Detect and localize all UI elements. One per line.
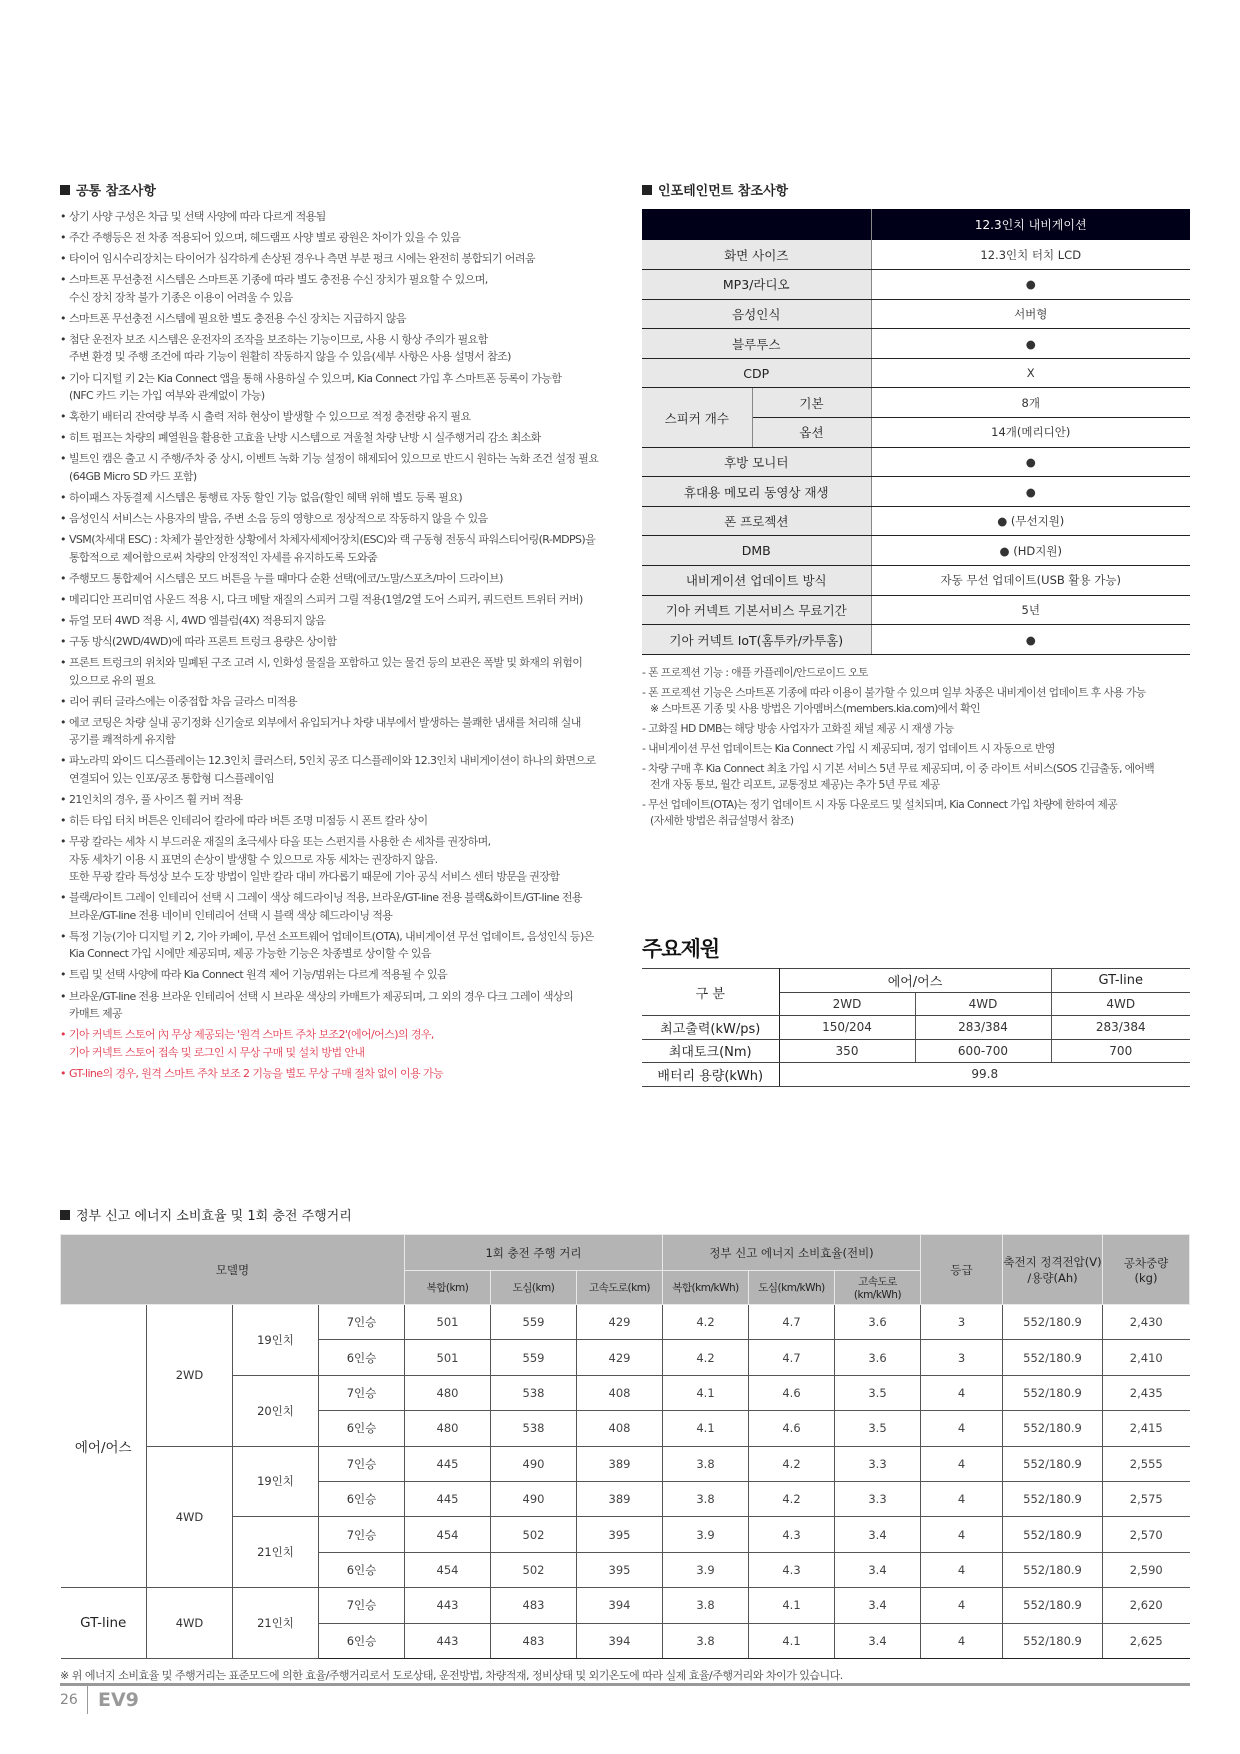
infotainment-value: X	[871, 358, 1190, 388]
efficiency-table	[60, 1234, 1190, 1659]
eff-seats: 6인승	[319, 1552, 405, 1587]
infotainment-label: 블루투스	[642, 329, 871, 359]
infotainment-note: - 차량 구매 후 Kia Connect 최초 가입 시 기본 서비스 5년 무료 제공되며, 이 중 라이트 서비스(SOS 긴급출동, 에어백	[642, 761, 1155, 775]
eff-cell: 501	[405, 1340, 491, 1375]
eff-subheader: 고속도로(km)	[577, 1271, 663, 1305]
eff-cell: 4.1	[749, 1588, 835, 1623]
eff-cell: 4.2	[749, 1446, 835, 1481]
infotainment-row	[642, 270, 1190, 300]
eff-cell: 3.3	[835, 1481, 921, 1516]
speaker-count-label: 스피커 개수	[642, 388, 752, 447]
infotainment-note: - 폰 프로젝션 기능은 스마트폰 기종에 따라 이용이 불가할 수 있으며 일부 차종은 내비게이션 업데이트 후 사용 가능	[642, 685, 1146, 699]
eff-wheel: 19인치	[233, 1446, 319, 1517]
eff-cell: 3	[921, 1305, 1003, 1340]
infotainment-label: 화면 사이즈	[642, 240, 871, 270]
eff-cell: 443	[405, 1588, 491, 1623]
eff-cell: 552/180.9	[1003, 1375, 1103, 1410]
eff-cell: 408	[577, 1411, 663, 1446]
eff-cell: 2,410	[1103, 1340, 1190, 1375]
spec-row	[642, 1063, 1190, 1087]
common-note-item: • 파노라믹 와이드 디스플레이는 12.3인치 클러스터, 5인치 공조 디스플레이와 12.3인치 내비게이션이 하나의 화면으로 연결되어 있는 인포/공조 통합형 디스플레이임	[60, 752, 620, 787]
common-note-item: • 주간 주행등은 전 차종 적용되어 있으며, 헤드램프 사양 별로 광원은 차이가 있을 수 있음	[60, 229, 620, 247]
eff-cell: 443	[405, 1623, 491, 1658]
infotainment-note: - 고화질 HD DMB는 해당 방송 사업자가 고화질 채널 제공 시 재생 가능	[642, 721, 954, 735]
eff-seats: 7인승	[319, 1517, 405, 1552]
spec-cell: 283/384	[1051, 1016, 1190, 1040]
eff-header-weight: 공차중량 (kg)	[1103, 1235, 1190, 1305]
eff-cell: 4.6	[749, 1411, 835, 1446]
infotainment-section	[642, 180, 1190, 831]
spec-row-label: 최고출력(kW/ps)	[642, 1016, 779, 1040]
eff-wheel: 20인치	[233, 1375, 319, 1446]
spec-col-4wd: 4WD	[915, 992, 1051, 1016]
speaker-basic-label: 기본	[752, 388, 871, 418]
infotainment-value: 5년	[871, 595, 1190, 625]
infotainment-value: 서버형	[871, 299, 1190, 329]
common-notes-section	[60, 180, 620, 1086]
eff-subheader: 도심(km/kWh)	[749, 1271, 835, 1305]
brand-name: EV9	[98, 1689, 139, 1711]
eff-cell: 552/180.9	[1003, 1446, 1103, 1481]
page-number: 26	[60, 1692, 78, 1708]
eff-cell: 4.3	[749, 1552, 835, 1587]
eff-cell: 2,435	[1103, 1375, 1190, 1410]
common-note-item: • 메리디안 프리미엄 사운드 적용 시, 다크 메탈 재질의 스피커 그릴 적용(1열/2열 도어 스피커, 쿼드런트 트위터 커버)	[60, 591, 620, 609]
eff-cell: 2,620	[1103, 1588, 1190, 1623]
footer-divider	[87, 1686, 88, 1714]
eff-cell: 2,590	[1103, 1552, 1190, 1587]
infotainment-value: ●	[871, 270, 1190, 300]
eff-subheader: 복합(km/kWh)	[663, 1271, 749, 1305]
eff-cell: 4	[921, 1623, 1003, 1658]
infotainment-label: CDP	[642, 358, 871, 388]
common-note-item: • 상기 사양 구성은 차급 및 선택 사양에 따라 다르게 적용됨	[60, 208, 620, 226]
spec-col-2wd: 2WD	[779, 992, 915, 1016]
speaker-basic-value: 8개	[871, 388, 1190, 418]
eff-subheader: 복합(km)	[405, 1271, 491, 1305]
eff-cell: 3.5	[835, 1411, 921, 1446]
eff-cell: 552/180.9	[1003, 1481, 1103, 1516]
eff-cell: 480	[405, 1411, 491, 1446]
infotainment-note: (자세한 방법은 취급설명서 참조)	[650, 813, 794, 827]
infotainment-header-blank	[642, 209, 871, 240]
eff-cell: 2,570	[1103, 1517, 1190, 1552]
common-note-item: • 주행모드 통합제어 시스템은 모드 버튼을 누를 때마다 순환 선택(에코/노말/스포츠/마이 드라이브)	[60, 570, 620, 588]
eff-header-model: 모델명	[61, 1235, 405, 1305]
spec-category-label: 구 분	[642, 969, 779, 1016]
page-footer	[60, 1683, 1190, 1711]
infotainment-value: ● (무선지원)	[871, 506, 1190, 536]
eff-cell: 483	[491, 1588, 577, 1623]
infotainment-label: 휴대용 메모리 동영상 재생	[642, 477, 871, 507]
spec-row-label: 최대토크(Nm)	[642, 1039, 779, 1063]
infotainment-value: 12.3인치 터치 LCD	[871, 240, 1190, 270]
eff-cell: 4	[921, 1446, 1003, 1481]
infotainment-row	[642, 506, 1190, 536]
common-note-item: • 타이어 임시수리장치는 타이어가 심각하게 손상된 경우나 측면 부분 펑크 시에는 완전히 봉합되기 어려움	[60, 250, 620, 268]
eff-cell: 4.2	[663, 1305, 749, 1340]
infotainment-value: ●	[871, 477, 1190, 507]
infotainment-title: 인포테인먼트 참조사항	[642, 180, 1190, 199]
common-note-item: • VSM(차세대 ESC) : 차체가 불안정한 상황에서 차체자세제어장치(ESC)와 랙 구동형 전동식 파워스티어링(R-MDPS)을 통합적으로 제어함으로써 차량의 안정적인 자세를 유지하도록 도와줌	[60, 531, 620, 566]
eff-drive: 4WD	[147, 1588, 233, 1659]
eff-seats: 6인승	[319, 1411, 405, 1446]
spec-group-air-earth: 에어/어스	[779, 969, 1051, 993]
common-note-item: • 히트 펌프는 차량의 폐열원을 활용한 고효율 난방 시스템으로 겨울철 차량 난방 시 실주행거리 감소 최소화	[60, 429, 620, 447]
common-note-item: • 듀얼 모터 4WD 적용 시, 4WD 엠블럼(4X) 적용되지 않음	[60, 612, 620, 630]
square-bullet-icon	[60, 1210, 70, 1220]
spec-group-gtline: GT-line	[1051, 969, 1190, 993]
eff-cell: 502	[491, 1552, 577, 1587]
eff-wheel: 21인치	[233, 1588, 319, 1659]
spec-col-gt-4wd: 4WD	[1051, 992, 1190, 1016]
eff-cell: 501	[405, 1305, 491, 1340]
efficiency-row	[61, 1305, 1190, 1340]
common-note-item: • 특정 기능(기아 디지털 키 2, 기아 카페이, 무선 소프트웨어 업데이트(OTA), 내비게이션 무선 업데이트, 음성인식 등)은 Kia Connect 가입 시에만 제공되며, 제공 가능한 기능은 차종별로 상이할 수 있음	[60, 928, 620, 963]
common-note-item: • 히든 타입 터치 버튼은 인테리어 칼라에 따라 버튼 조명 미점등 시 폰트 칼라 상이	[60, 812, 620, 830]
common-note-item: • 스마트폰 무선충전 시스템에 필요한 별도 충전용 수신 장치는 지급하지 않음	[60, 310, 620, 328]
main-spec-section	[642, 933, 1190, 1087]
common-note-item: • 프론트 트렁크의 위치와 밀폐된 구조 고려 시, 인화성 물질을 포함하고 있는 물건 등의 보관은 폭발 및 화재의 위험이 있으므로 유의 필요	[60, 654, 620, 689]
eff-header-battery: 축전지 정격전압(V) /용량(Ah)	[1003, 1235, 1103, 1305]
eff-cell: 3.9	[663, 1517, 749, 1552]
spec-cell: 150/204	[779, 1016, 915, 1040]
infotainment-note: - 내비게이션 무선 업데이트는 Kia Connect 가입 시 제공되며, 정기 업데이트 시 자동으로 반영	[642, 741, 1055, 755]
infotainment-label: MP3/라디오	[642, 270, 871, 300]
efficiency-title: 정부 신고 에너지 소비효율 및 1회 충전 주행거리	[60, 1205, 1190, 1224]
eff-cell: 4	[921, 1517, 1003, 1552]
eff-cell: 4	[921, 1552, 1003, 1587]
eff-cell: 408	[577, 1375, 663, 1410]
eff-cell: 559	[491, 1305, 577, 1340]
eff-cell: 552/180.9	[1003, 1552, 1103, 1587]
infotainment-value: ●	[871, 447, 1190, 477]
infotainment-label: 폰 프로젝션	[642, 506, 871, 536]
common-note-item: • 리어 쿼터 글라스에는 이중접합 차음 글라스 미적용	[60, 693, 620, 711]
eff-cell: 3.8	[663, 1623, 749, 1658]
eff-cell: 454	[405, 1517, 491, 1552]
infotainment-header-nav: 12.3인치 내비게이션	[871, 209, 1190, 240]
eff-cell: 4	[921, 1588, 1003, 1623]
eff-cell: 4.1	[663, 1375, 749, 1410]
common-notes-list	[60, 208, 620, 1082]
eff-cell: 2,575	[1103, 1481, 1190, 1516]
eff-cell: 490	[491, 1446, 577, 1481]
eff-cell: 4.2	[663, 1340, 749, 1375]
spec-row-label: 배터리 용량(kWh)	[642, 1063, 779, 1087]
eff-cell: 3.9	[663, 1552, 749, 1587]
infotainment-note: - 무선 업데이트(OTA)는 정기 업데이트 시 자동 다운로드 및 설치되며, Kia Connect 가입 차량에 한하여 제공	[642, 797, 1118, 811]
infotainment-table	[642, 209, 1190, 655]
eff-drive: 4WD	[147, 1446, 233, 1588]
eff-cell: 3.8	[663, 1588, 749, 1623]
eff-cell: 3.5	[835, 1375, 921, 1410]
common-note-item: • 무광 칼라는 세차 시 부드러운 재질의 초극세사 타올 또는 스펀지를 사용한 손 세차를 권장하며, 자동 세차기 이용 시 표면의 손상이 발생할 수 있으므로 자동 세차는 권장하지 않음. 또한 무광 칼라 특성상 보수 도장 방법이 일반 칼라 대비 까다롭기 때문에 기아 공식 서비스 센터 방문을 권장함	[60, 833, 620, 886]
infotainment-notes	[642, 663, 1190, 829]
eff-cell: 3.4	[835, 1588, 921, 1623]
common-note-item: • 기아 커넥트 스토어 內 무상 제공되는 '원격 스마트 주차 보조2'(에어/어스)의 경우, 기아 커넥트 스토어 접속 및 로그인 시 무상 구매 및 설치 방법 안내	[60, 1026, 620, 1061]
eff-cell: 538	[491, 1411, 577, 1446]
eff-cell: 395	[577, 1517, 663, 1552]
eff-cell: 389	[577, 1446, 663, 1481]
eff-cell: 502	[491, 1517, 577, 1552]
infotainment-label: DMB	[642, 536, 871, 566]
infotainment-value: ●	[871, 625, 1190, 655]
eff-header-grade: 등급	[921, 1235, 1003, 1305]
efficiency-row	[61, 1588, 1190, 1623]
eff-cell: 3.4	[835, 1623, 921, 1658]
eff-cell: 4.7	[749, 1305, 835, 1340]
eff-cell: 3.8	[663, 1446, 749, 1481]
eff-subheader: 도심(km)	[491, 1271, 577, 1305]
spec-cell: 99.8	[779, 1063, 1190, 1087]
spec-cell: 350	[779, 1039, 915, 1063]
infotainment-value: 자동 무선 업데이트(USB 활용 가능)	[871, 566, 1190, 596]
infotainment-note: ※ 스마트폰 기종 및 사용 방법은 기아멤버스(members.kia.com)에서 확인	[650, 701, 980, 715]
eff-cell: 394	[577, 1623, 663, 1658]
eff-cell: 3.3	[835, 1446, 921, 1481]
eff-cell: 559	[491, 1340, 577, 1375]
spec-row	[642, 1039, 1190, 1063]
common-notes-title: 공통 참조사항	[60, 180, 620, 199]
common-note-item: • 21인치의 경우, 풀 사이즈 휠 커버 적용	[60, 791, 620, 809]
eff-seats: 7인승	[319, 1446, 405, 1481]
common-note-item: • GT-line의 경우, 원격 스마트 주차 보조 2 기능을 별도 무상 구매 절차 없이 이용 가능	[60, 1065, 620, 1083]
common-note-item: • 하이패스 자동결제 시스템은 통행료 자동 할인 기능 없음(할인 혜택 위해 별도 등록 필요)	[60, 489, 620, 507]
infotainment-note: 전개 자동 통보, 월간 리포트, 교통정보 제공)는 추가 5년 무료 제공	[650, 777, 940, 791]
infotainment-row	[642, 240, 1190, 270]
eff-cell: 394	[577, 1588, 663, 1623]
eff-cell: 2,625	[1103, 1623, 1190, 1658]
eff-header-efficiency: 정부 신고 에너지 소비효율(전비)	[663, 1235, 921, 1271]
eff-cell: 480	[405, 1375, 491, 1410]
efficiency-section	[60, 1205, 1190, 1683]
common-note-item: • 기아 디지털 키 2는 Kia Connect 앱을 통해 사용하실 수 있으며, Kia Connect 가입 후 스마트폰 등록이 가능함 (NFC 카드 키는 가입 여부와 관계없이 가능)	[60, 370, 620, 405]
eff-seats: 6인승	[319, 1481, 405, 1516]
eff-cell: 2,430	[1103, 1305, 1190, 1340]
eff-cell: 389	[577, 1481, 663, 1516]
eff-drive: 2WD	[147, 1305, 233, 1447]
eff-cell: 4.1	[663, 1411, 749, 1446]
eff-header-range: 1회 충전 주행 거리	[405, 1235, 663, 1271]
eff-cell: 2,555	[1103, 1446, 1190, 1481]
square-bullet-icon	[60, 185, 70, 195]
eff-cell: 552/180.9	[1003, 1588, 1103, 1623]
eff-cell: 3.6	[835, 1340, 921, 1375]
spec-cell: 600-700	[915, 1039, 1051, 1063]
common-note-item: • 빌트인 캠은 출고 시 주행/주차 중 상시, 이벤트 녹화 기능 설정이 해제되어 있으므로 반드시 원하는 녹화 조건 설정 필요 (64GB Micro SD 카드 포함)	[60, 450, 620, 485]
eff-cell: 552/180.9	[1003, 1623, 1103, 1658]
spec-cell: 283/384	[915, 1016, 1051, 1040]
infotainment-value: ● (HD지원)	[871, 536, 1190, 566]
eff-seats: 7인승	[319, 1588, 405, 1623]
common-note-item: • 스마트폰 무선충전 시스템은 스마트폰 기종에 따라 별도 충전용 수신 장치가 필요할 수 있으며, 수신 장치 장착 불가 기종은 이용이 어려울 수 있음	[60, 271, 620, 306]
infotainment-label: 기아 커넥트 IoT(홈투카/카투홈)	[642, 625, 871, 655]
eff-model-group: 에어/어스	[61, 1305, 147, 1588]
eff-cell: 3.4	[835, 1517, 921, 1552]
infotainment-row	[642, 329, 1190, 359]
efficiency-row	[61, 1446, 1190, 1481]
eff-cell: 552/180.9	[1003, 1340, 1103, 1375]
eff-cell: 3.4	[835, 1552, 921, 1587]
common-note-item: • 블랙/라이트 그레이 인테리어 선택 시 그레이 색상 헤드라이닝 적용, 브라운/GT-line 전용 블랙&화이트/GT-line 전용 브라운/GT-line 전용 네이비 인테리어 선택 시 블랙 색상 헤드라이닝 적용	[60, 889, 620, 924]
eff-cell: 3.8	[663, 1481, 749, 1516]
eff-cell: 2,415	[1103, 1411, 1190, 1446]
eff-cell: 429	[577, 1305, 663, 1340]
infotainment-row	[642, 299, 1190, 329]
main-spec-table	[642, 968, 1190, 1087]
spec-row	[642, 1016, 1190, 1040]
eff-cell: 552/180.9	[1003, 1411, 1103, 1446]
eff-cell: 429	[577, 1340, 663, 1375]
infotainment-row	[642, 358, 1190, 388]
common-note-item: • 음성인식 서비스는 사용자의 발음, 주변 소음 등의 영향으로 정상적으로 작동하지 않을 수 있음	[60, 510, 620, 528]
infotainment-note: - 폰 프로젝션 기능 : 애플 카플레이/안드로이드 오토	[642, 665, 868, 679]
infotainment-row	[642, 625, 1190, 655]
eff-cell: 454	[405, 1552, 491, 1587]
infotainment-row	[642, 477, 1190, 507]
infotainment-value: ●	[871, 329, 1190, 359]
eff-seats: 7인승	[319, 1305, 405, 1340]
infotainment-label: 음성인식	[642, 299, 871, 329]
eff-cell: 395	[577, 1552, 663, 1587]
infotainment-label: 기아 커넥트 기본서비스 무료기간	[642, 595, 871, 625]
eff-cell: 4.6	[749, 1375, 835, 1410]
common-note-item: • 트림 및 선택 사양에 따라 Kia Connect 원격 제어 기능/범위는 다르게 적용될 수 있음	[60, 966, 620, 984]
eff-cell: 483	[491, 1623, 577, 1658]
eff-cell: 4	[921, 1375, 1003, 1410]
eff-cell: 445	[405, 1481, 491, 1516]
square-bullet-icon	[642, 185, 652, 195]
infotainment-row	[642, 595, 1190, 625]
eff-model-group: GT-line	[61, 1588, 147, 1659]
infotainment-row	[642, 566, 1190, 596]
common-note-item: • 혹한기 배터리 잔여량 부족 시 출력 저하 현상이 발생할 수 있으므로 적정 충전량 유지 필요	[60, 408, 620, 426]
infotainment-header-row	[642, 209, 1190, 240]
infotainment-row	[642, 388, 1190, 418]
eff-seats: 6인승	[319, 1340, 405, 1375]
eff-cell: 538	[491, 1375, 577, 1410]
eff-cell: 3	[921, 1340, 1003, 1375]
eff-seats: 6인승	[319, 1623, 405, 1658]
eff-cell: 490	[491, 1481, 577, 1516]
common-note-item: • 첨단 운전자 보조 시스템은 운전자의 조작을 보조하는 기능이므로, 사용 시 항상 주의가 필요함 주변 환경 및 주행 조건에 따라 기능이 원활히 작동하지 않을 수 있음(세부 사항은 사용 설명서 참조)	[60, 331, 620, 366]
eff-cell: 552/180.9	[1003, 1517, 1103, 1552]
eff-cell: 445	[405, 1446, 491, 1481]
eff-wheel: 21인치	[233, 1517, 319, 1588]
eff-subheader: 고속도로(km/kWh)	[835, 1271, 921, 1305]
eff-cell: 552/180.9	[1003, 1305, 1103, 1340]
common-note-item: • 브라운/GT-line 전용 브라운 인테리어 선택 시 브라운 색상의 카매트가 제공되며, 그 외의 경우 다크 그레이 색상의 카매트 제공	[60, 988, 620, 1023]
common-note-item: • 구동 방식(2WD/4WD)에 따라 프론트 트렁크 용량은 상이함	[60, 633, 620, 651]
infotainment-row	[642, 447, 1190, 477]
efficiency-footnote: ※ 위 에너지 소비효율 및 주행거리는 표준모드에 의한 효율/주행거리로서 도로상태, 운전방법, 차량적재, 정비상태 및 외기온도에 따라 실제 효율/주행거리와 차이가 있습니다.	[60, 1668, 843, 1682]
spec-cell: 700	[1051, 1039, 1190, 1063]
infotainment-label: 내비게이션 업데이트 방식	[642, 566, 871, 596]
eff-wheel: 19인치	[233, 1305, 319, 1376]
speaker-option-label: 옵션	[752, 418, 871, 448]
eff-cell: 4.1	[749, 1623, 835, 1658]
infotainment-label: 후방 모니터	[642, 447, 871, 477]
main-spec-title: 주요제원	[642, 937, 720, 961]
common-note-item: • 에코 코팅은 차량 실내 공기정화 신기술로 외부에서 유입되거나 차량 내부에서 발생하는 불쾌한 냄새를 처리해 실내 공기를 쾌적하게 유지함	[60, 714, 620, 749]
eff-cell: 4.3	[749, 1517, 835, 1552]
eff-cell: 4.2	[749, 1481, 835, 1516]
eff-cell: 4	[921, 1481, 1003, 1516]
eff-cell: 4	[921, 1411, 1003, 1446]
eff-cell: 3.6	[835, 1305, 921, 1340]
infotainment-row	[642, 536, 1190, 566]
eff-cell: 4.7	[749, 1340, 835, 1375]
speaker-option-value: 14개(메리디안)	[871, 418, 1190, 448]
eff-seats: 7인승	[319, 1375, 405, 1410]
